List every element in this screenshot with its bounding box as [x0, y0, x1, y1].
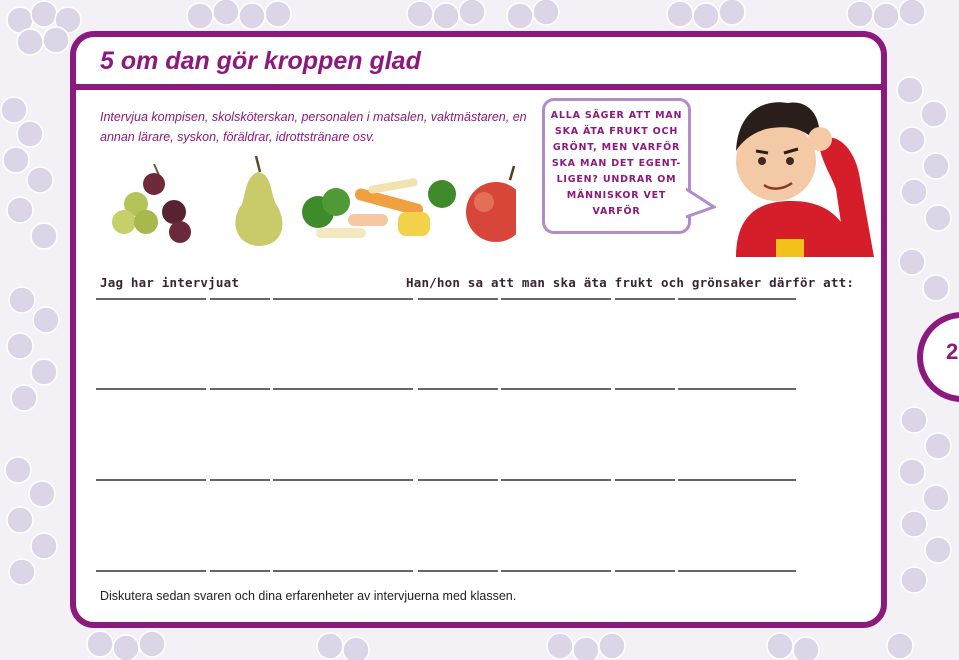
fruit-illustration [106, 152, 516, 252]
grape-cluster [667, 0, 925, 29]
grape-cluster [1, 97, 57, 249]
grape-cluster [7, 1, 81, 55]
writing-lines [96, 287, 806, 577]
said-label: Han/hon sa att man ska äta frukt och grönsaker därför att: [406, 275, 855, 290]
vegetables-image [302, 178, 456, 238]
thinking-boy-illustration [706, 89, 876, 257]
grape-cluster [407, 0, 559, 29]
intro-text: Intervjua kompisen, skolsköterskan, personalen i matsalen, vaktmästaren, en annan lärare, syskon, föräldrar, idrottstränare osv. [100, 110, 527, 144]
page-number: 2 [946, 339, 959, 364]
apple-image [466, 166, 516, 242]
grape-cluster [547, 633, 913, 660]
speech-bubble: ALLA SÄGER ATT MAN SKA ÄTA FRUKT OCH GRÖNT, MEN VARFÖR SKA MAN DET EGENT-LIGEN? UNDRAR OM MÄNNISKOR VET VARFÖR [542, 98, 691, 234]
grape-cluster [899, 249, 951, 593]
grape-cluster [7, 287, 59, 411]
grape-cluster [5, 457, 57, 585]
footer-instruction: Diskutera sedan svaren och dina erfarenheter av intervjuerna med klassen. [100, 589, 517, 603]
worksheet-card [70, 31, 887, 628]
page-title: 5 om dan gör kroppen glad [100, 47, 421, 75]
grape-cluster [187, 0, 291, 29]
pear-image [235, 156, 282, 246]
grape-cluster [897, 77, 951, 231]
title-bar [76, 37, 881, 90]
interviewed-label: Jag har intervjuat [100, 275, 240, 290]
grapes-image [112, 164, 191, 243]
grape-cluster [87, 631, 369, 660]
